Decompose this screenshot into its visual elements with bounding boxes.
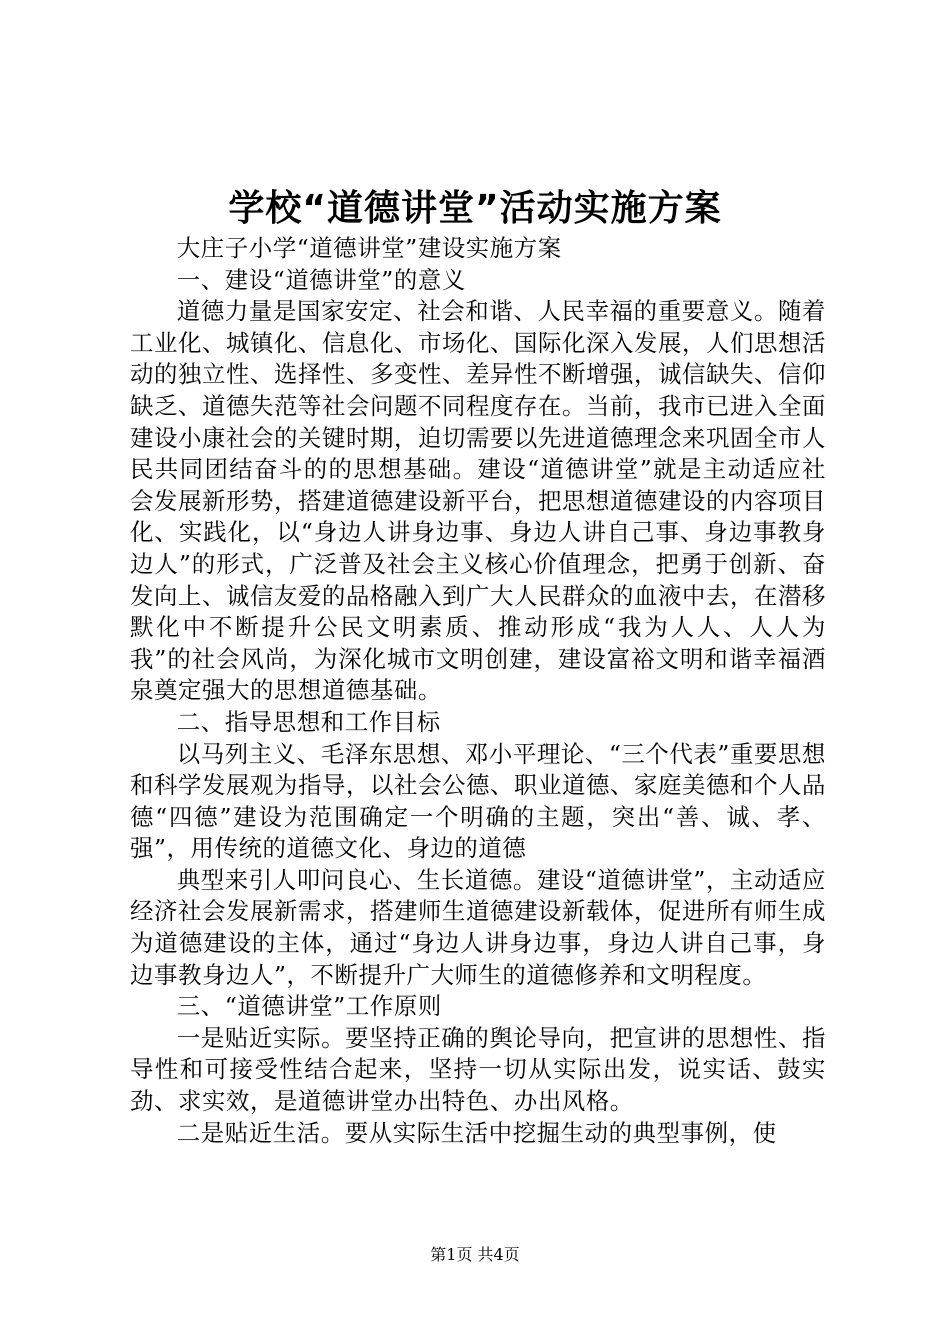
body-paragraph: 道德力量是国家安定、社会和谐、人民幸福的重要意义。随着工业化、城镇化、信息化、市场化、国际化深入发展，人们思想活动的独立性、选择性、多变性、差异性不断增强，诚信缺失、信仰缺乏、道德失范等社会问题不同程度存在。当前，我市已进入全面建设小康社会的关键时期，迫切需要以先进道德理念来巩固全市人民共同团结奋斗的的思想基础。建设“道德讲堂”就是主动适应社会发展新形势，搭建道德建设新平台，把思想道德建设的内容项目化、实践化，以“身边人讲身边事、身边人讲自己事、身边事教身边人”的形式，广泛普及社会主义核心价值理念，把勇于创新、奋发向上、诚信友爱的品格融入到广大人民群众的血液中去，在潜移默化中不断提升公民文明素质、推动形成“我为人人、人人为我”的社会风尚，为深化城市文明创建，建设富裕文明和谐幸福酒泉奠定强大的思想道德基础。 — [130, 297, 826, 705]
body-paragraph: 典型来引人叩问良心、生长道德。建设“道德讲堂”，主动适应经济社会发展新需求，搭建师生道德建设新载体，促进所有师生成为道德建设的主体，通过“身边人讲身边事，身边人讲自己事，身边事教身边人”，不断提升广大师生的道德修养和文明程度。 — [130, 865, 826, 989]
section-heading-1: 一、建设“道德讲堂”的意义 — [176, 265, 466, 294]
body-paragraph: 一是贴近实际。要坚持正确的舆论导向，把宣讲的思想性、指导性和可接受性结合起来，坚持一切从实际出发，说实话、鼓实劲、求实效，是道德讲堂办出特色、办出风格。 — [130, 1023, 826, 1116]
section-heading-2: 二、指导思想和工作目标 — [176, 707, 441, 736]
document-body — [130, 233, 826, 1149]
page-indicator: 第1页 共4页 — [430, 1245, 520, 1264]
page-footer — [0, 1244, 950, 1266]
subtitle-paragraph: 大庄子小学“道德讲堂”建设实施方案 — [176, 234, 562, 262]
body-paragraph: 以马列主义、毛泽东思想、邓小平理论、“三个代表”重要思想和科学发展观为指导，以社会公德、职业道德、家庭美德和个人品德“四德”建设为范围确定一个明确的主题，突出“善、诚、孝、强”，用传统的道德文化、身边的道德 — [130, 739, 826, 863]
document-title: 学校“道德讲堂”活动实施方案 — [228, 188, 722, 229]
body-paragraph: 二是贴近生活。要从实际生活中挖掘生动的典型事例，使 — [176, 1118, 777, 1147]
section-heading-3: 三、“道德讲堂”工作原则 — [176, 992, 442, 1021]
